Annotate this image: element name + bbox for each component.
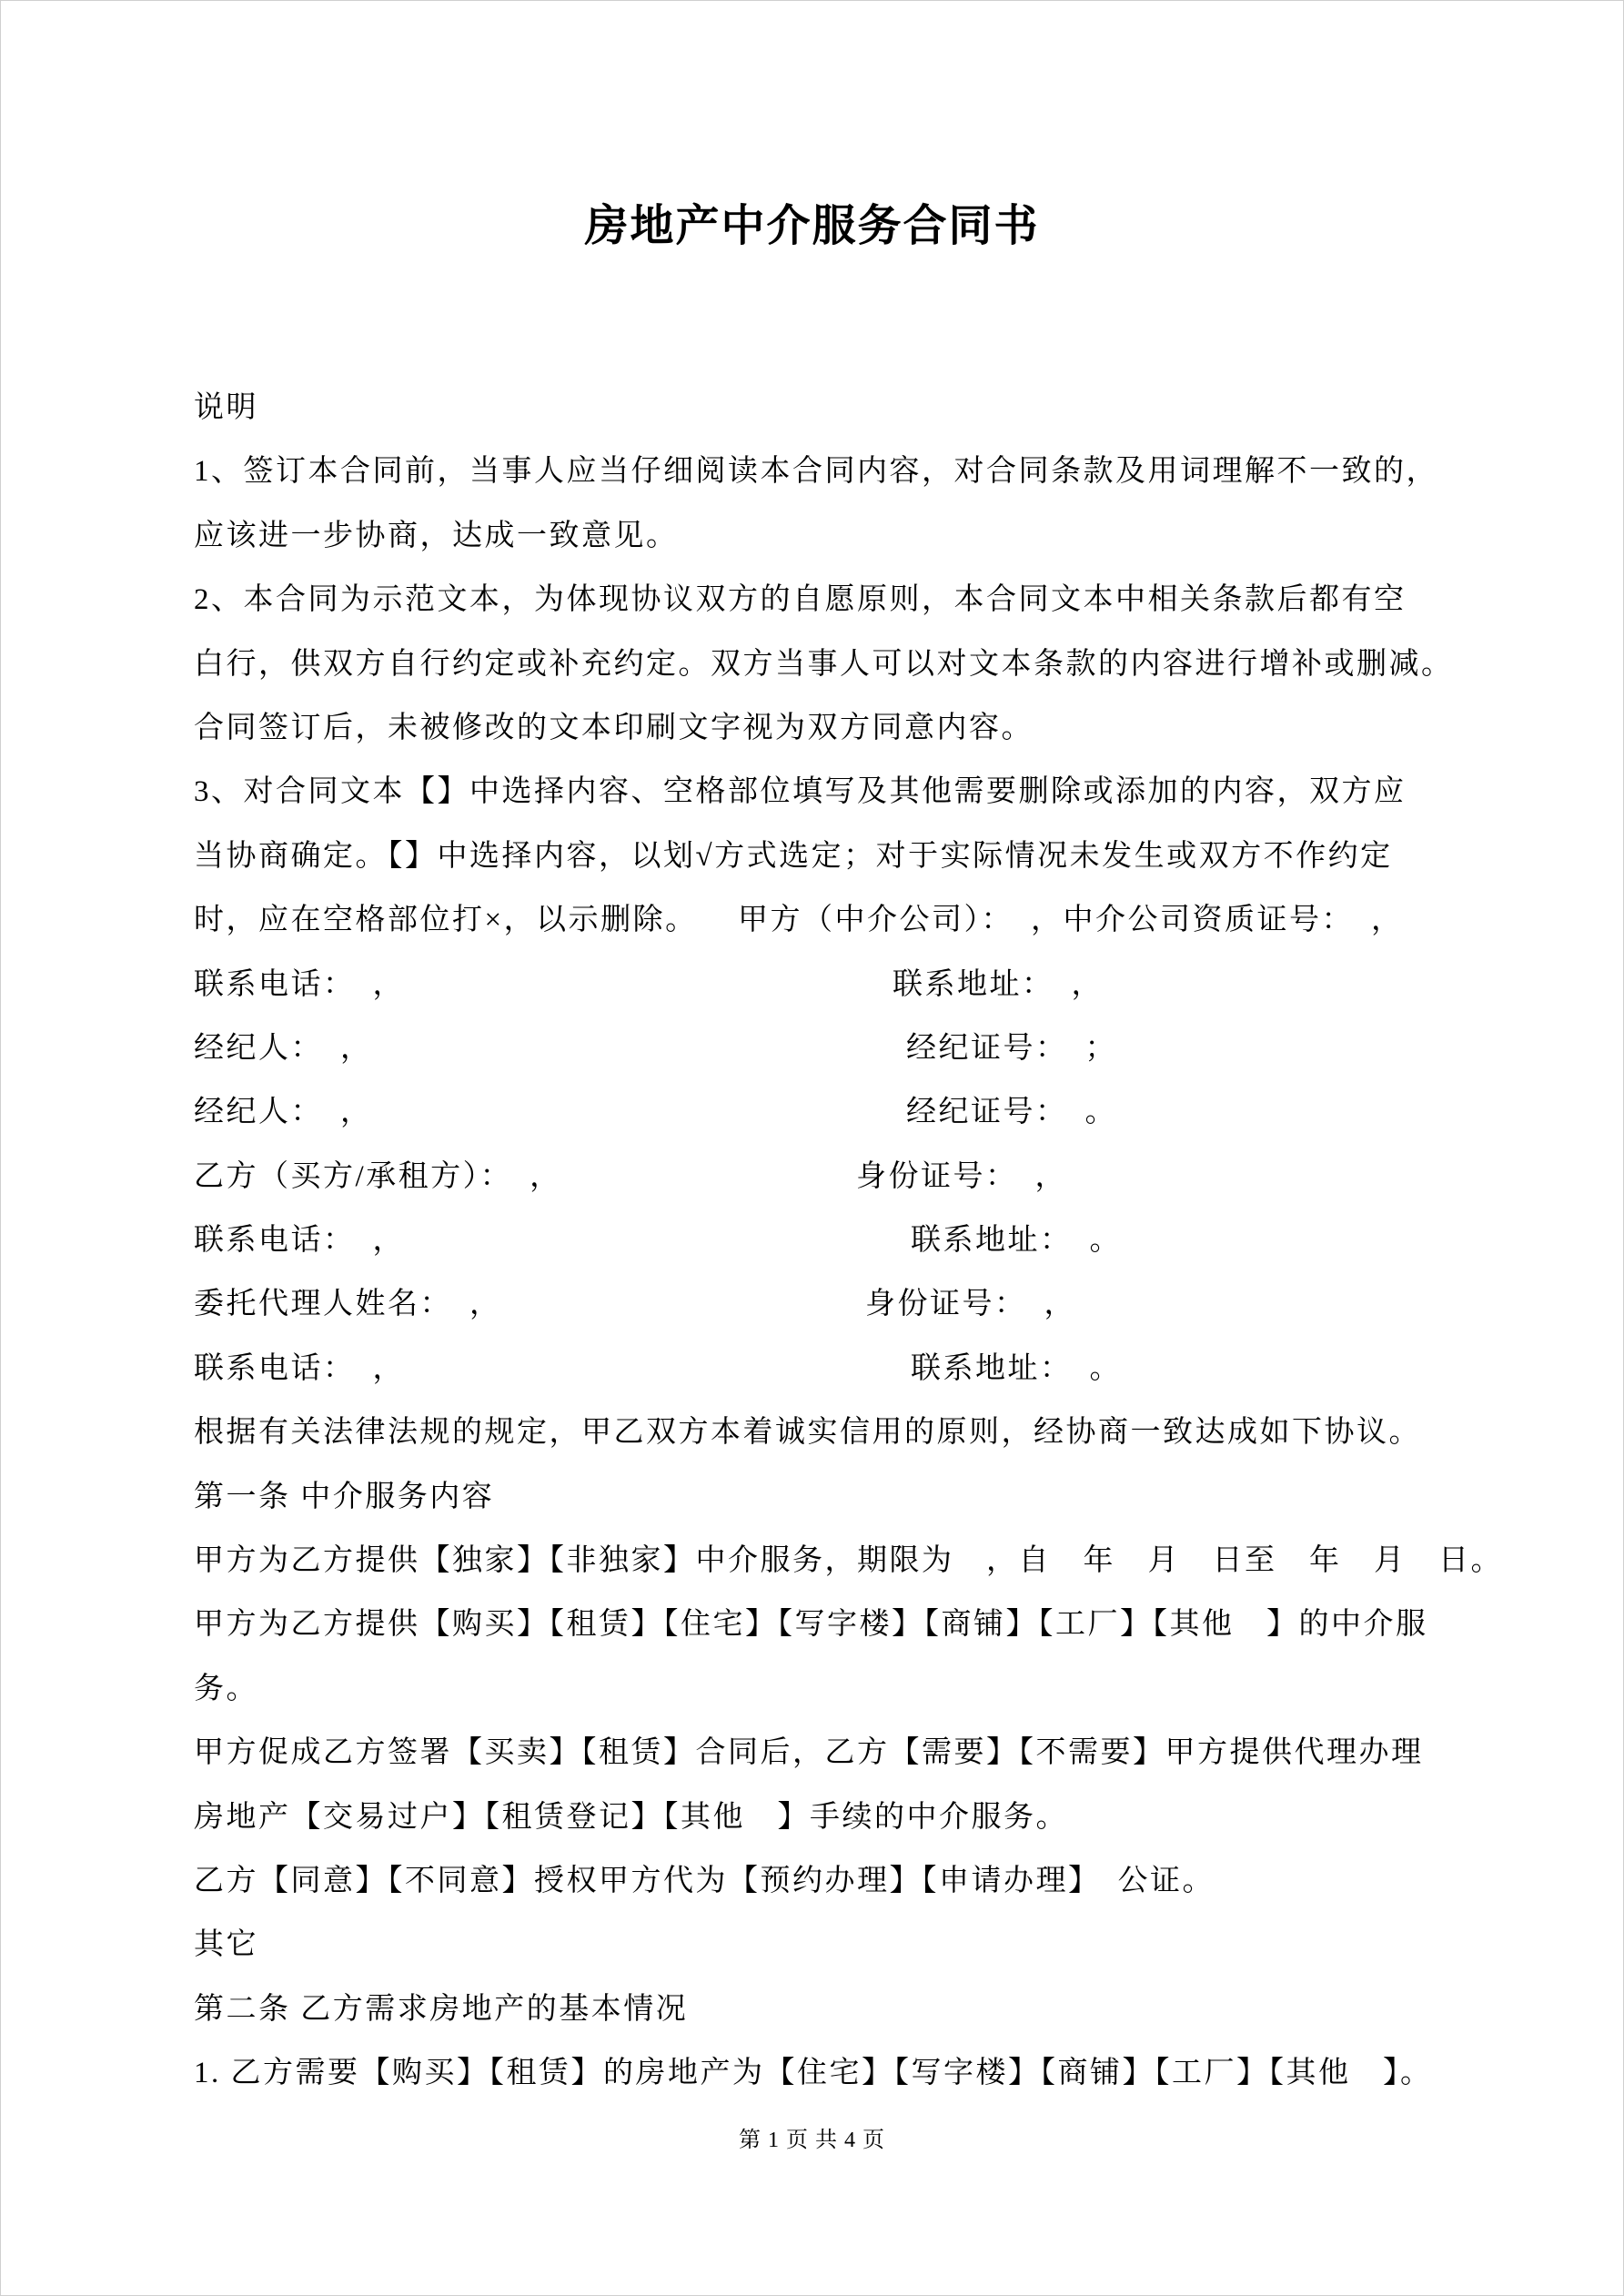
id-number-field-label: 身份证号： ， [865,1288,1076,1321]
contract-line: 务。 [194,1672,258,1705]
contract-line-other: 其它 [194,1928,258,1962]
contract-line: 甲方为乙方提供【购买】【租赁】【住宅】【写字楼】【商铺】【工厂】【其他 】的中介服 [194,1608,1428,1642]
phone-field-label: 联系电话： ， [194,1224,405,1258]
contract-line-agent-1 [194,1017,1438,1080]
contract-line: 1. 乙方需要【购买】【租赁】的房地产为【住宅】【写字楼】【商铺】【工厂】【其他 】。 [194,2057,1433,2090]
address-field-label: 联系地址： 。 [911,1224,1122,1258]
contract-line: 3、对合同文本【】中选择内容、空格部位填写及其他需要删除或添加的内容，双方应 [194,775,1407,809]
contract-line-phone-b [194,1209,1438,1272]
contract-line: 合同签订后，未被修改的文本印刷文字视为双方同意内容。 [194,711,1034,744]
contract-line: 2、本合同为示范文本，为体现协议双方的自愿原则，本合同文本中相关条款后都有空 [194,583,1407,617]
document-title: 房地产中介服务合同书 [584,202,1040,250]
agent-cert-field-label: 经纪证号： 。 [906,1096,1117,1129]
contract-line-proxy [194,1272,1438,1336]
address-field-label: 联系地址： ， [893,967,1104,1001]
contract-line: 房地产【交易过户】【租赁登记】【其他 】手续的中介服务。 [194,1800,1068,1834]
phone-field-label: 联系电话： ， [194,1351,405,1385]
contract-line: 应该进一步协商，达成一致意见。 [194,519,679,552]
clause-2-heading: 第二条 乙方需求房地产的基本情况 [194,1992,689,2026]
contract-line: 白行，供双方自行约定或补充约定。双方当事人可以对文本条款的内容进行增补或删减。 [194,647,1454,681]
id-number-field-label: 身份证号： ， [856,1159,1067,1193]
party-a-field: 甲方（中介公司）： ，中介公司资质证号： ， [738,904,1404,937]
contract-line: 根据有关法律法规的规定，甲乙双方本着诚实信用的原则，经协商一致达成如下协议。 [194,1416,1421,1450]
contract-line-agent-2 [194,1080,1438,1144]
page-number: 第 1 页 共 4 页 [739,2129,885,2152]
contract-line-left: 时，应在空格部位打×，以示删除。 [194,904,698,937]
agent-field-label: 经纪人： ， [194,1096,373,1129]
contract-line-party-a [194,888,1438,952]
agent-cert-field-label: 经纪证号： ； [906,1031,1117,1065]
section-label-shuoming: 说明 [194,391,258,424]
document-body [194,376,1503,2106]
contract-line: 1、签订本合同前，当事人应当仔细阅读本合同内容，对合同条款及用词理解不一致的， [194,455,1438,489]
party-b-field-label: 乙方（买方/承租方）： ， [194,1159,562,1193]
contract-line: 甲方为乙方提供【独家】【非独家】中介服务，期限为 ，自 年 月 日至 年 月 日。 [194,1544,1503,1578]
agent-field-label: 经纪人： ， [194,1031,373,1065]
clause-1-heading: 第一条 中介服务内容 [194,1480,495,1513]
phone-field-label: 联系电话： ， [194,967,405,1001]
contract-line: 甲方促成乙方签署【买卖】【租赁】合同后，乙方【需要】【不需要】甲方提供代理办理 [194,1736,1424,1770]
contract-line: 乙方【同意】【不同意】授权甲方代为【预约办理】【申请办理】 公证。 [194,1864,1215,1897]
contract-line-phone-a [194,953,1438,1017]
address-field-label: 联系地址： 。 [911,1351,1122,1385]
proxy-name-field-label: 委托代理人姓名： ， [194,1288,502,1321]
contract-line-party-b [194,1145,1438,1209]
contract-line-phone-proxy [194,1337,1438,1401]
contract-line: 当协商确定。【】中选择内容，以划√方式选定；对于实际情况未发生或双方不作约定 [194,839,1393,873]
